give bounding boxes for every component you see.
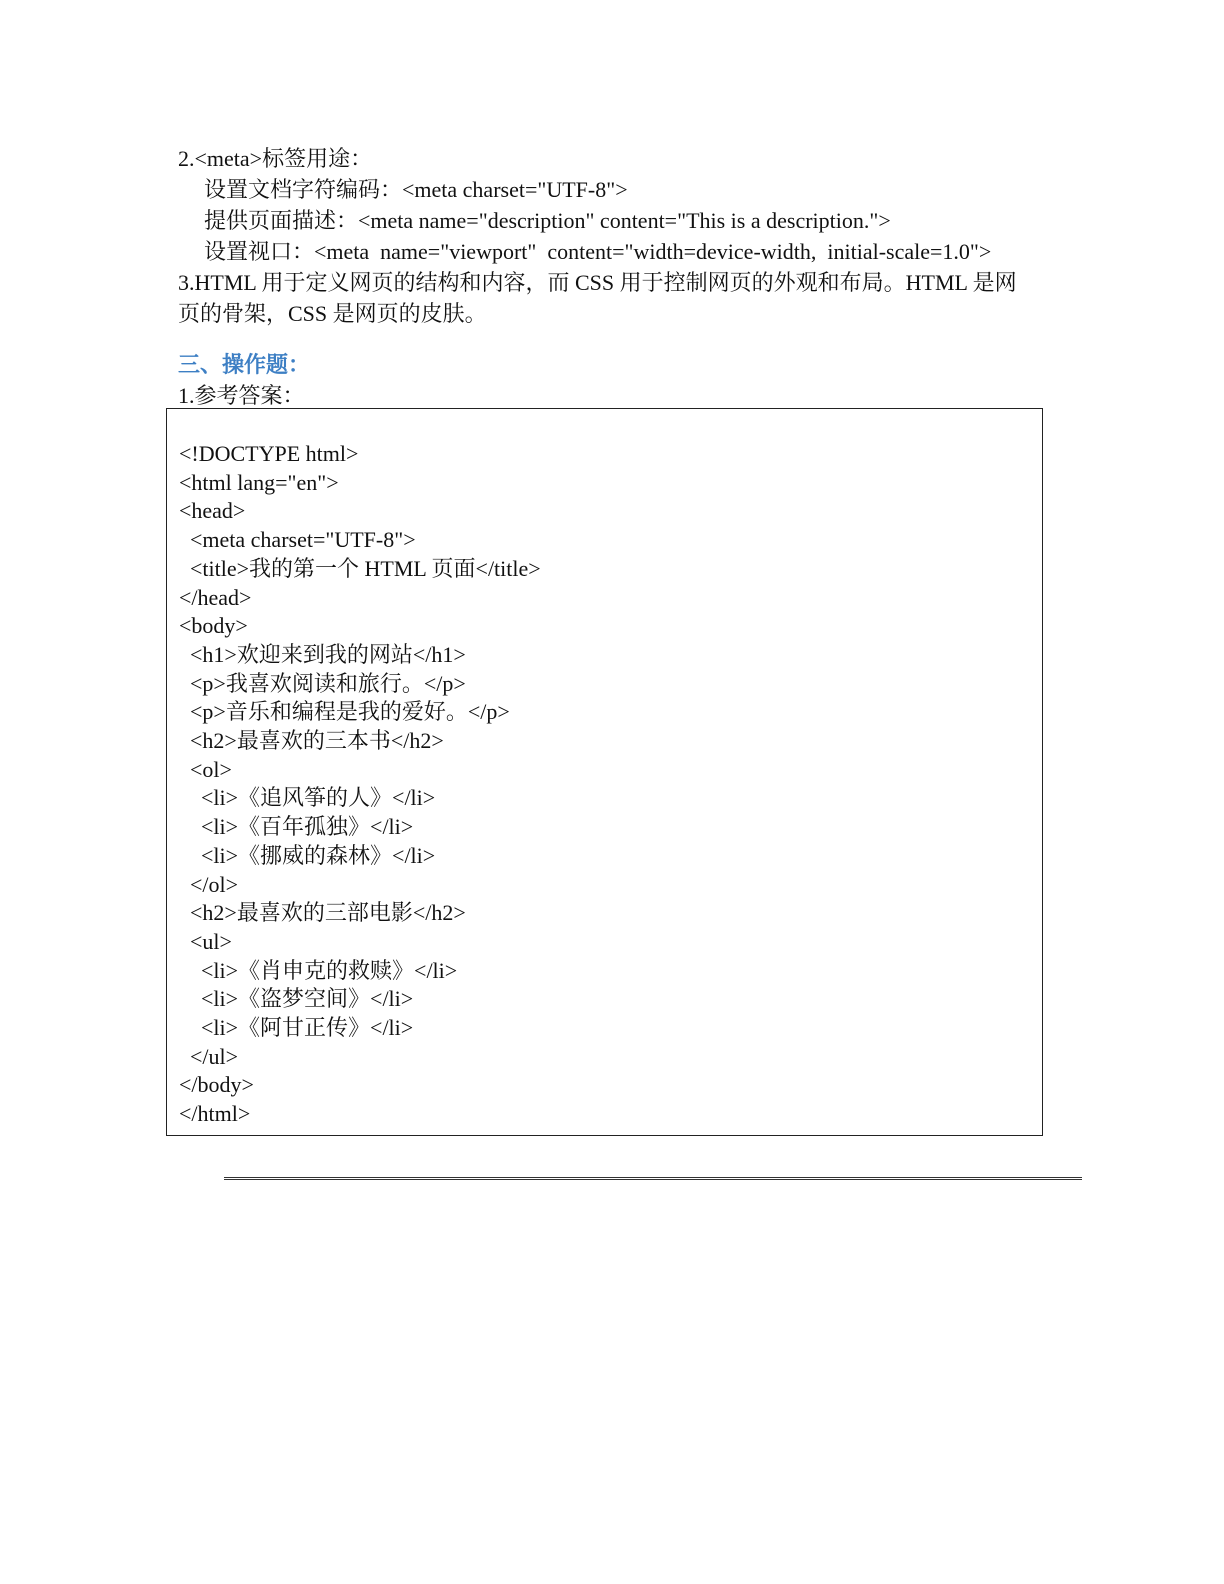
- section-heading-operations: 三、操作题：: [178, 352, 311, 377]
- code-line: <ul>: [179, 928, 232, 954]
- footer-divider: [224, 1177, 1082, 1180]
- q2-item-charset: 设置文档字符编码：<meta charset="UTF-8">: [204, 177, 628, 202]
- code-line: <ol>: [179, 756, 232, 782]
- code-line: <title>我的第一个 HTML 页面</title>: [179, 555, 541, 581]
- code-line: <p>音乐和编程是我的爱好。</p>: [179, 699, 510, 725]
- code-line: <h2>最喜欢的三本书</h2>: [179, 728, 444, 754]
- code-line: <li>《肖申克的救赎》</li>: [179, 957, 458, 983]
- code-line: <li>《挪威的森林》</li>: [179, 842, 436, 868]
- code-line: </ol>: [179, 871, 239, 897]
- q3-answer: 3.HTML 用于定义网页的结构和内容，而 CSS 用于控制网页的外观和布局。HTML 是网页的骨架，CSS 是网页的皮肤。: [178, 270, 1017, 326]
- q2-item-viewport: 设置视口：<meta name="viewport" content="width=device-width, initial-scale=1.0">: [204, 239, 992, 264]
- answer-label: 1.参考答案：: [178, 383, 305, 408]
- code-line: <li>《阿甘正传》</li>: [179, 1015, 414, 1041]
- code-line: <h2>最喜欢的三部电影</h2>: [179, 900, 466, 926]
- code-line: </body>: [179, 1072, 254, 1098]
- code-line: <li>《追风筝的人》</li>: [179, 785, 436, 811]
- q2-heading: 2.<meta>标签用途：: [178, 146, 373, 171]
- code-line: <p>我喜欢阅读和旅行。</p>: [179, 670, 466, 696]
- code-answer-box: [166, 408, 1043, 1136]
- code-line: </head>: [179, 584, 252, 610]
- code-line: <html lang="en">: [179, 469, 339, 495]
- code-line: </html>: [179, 1101, 251, 1127]
- document-body: [178, 143, 1058, 411]
- code-line: <li>《盗梦空间》</li>: [179, 986, 414, 1012]
- code-line: <body>: [179, 613, 248, 639]
- q2-item-description: 提供页面描述：<meta name="description" content="This is a description.">: [204, 208, 891, 233]
- code-line: <!DOCTYPE html>: [179, 441, 359, 466]
- code-line: <head>: [179, 498, 246, 524]
- code-line: <h1>欢迎来到我的网站</h1>: [179, 641, 466, 667]
- code-line: <li>《百年孤独》</li>: [179, 814, 414, 840]
- code-line: </ul>: [179, 1043, 239, 1069]
- code-line: <meta charset="UTF-8">: [179, 527, 416, 553]
